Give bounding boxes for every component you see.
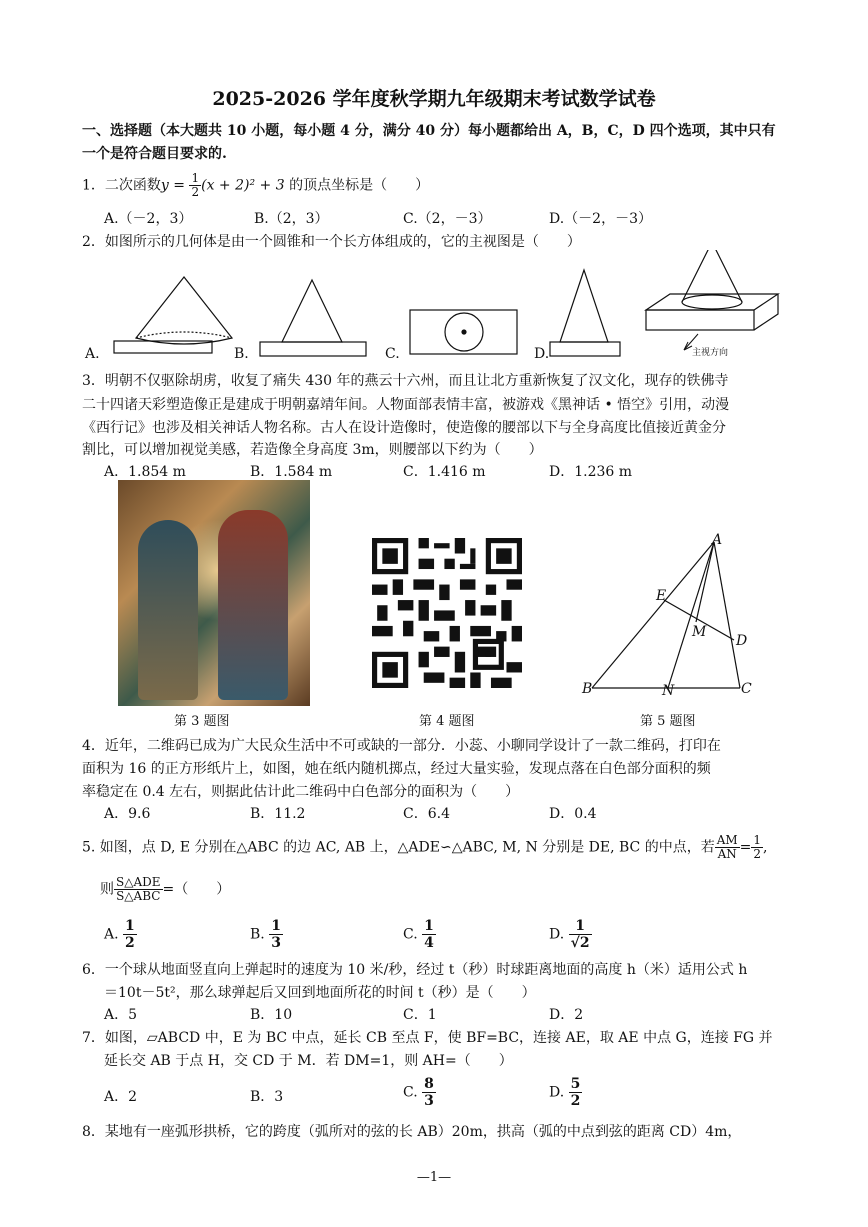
question-8: 8．某地有一座弧形拱桥，它的跨度（弧所对的弦的长 AB）20m，拱高（弧的中点到弦的距离 CD）4m， — [82, 1124, 742, 1140]
q3-option-c: C．1.416 m — [403, 464, 486, 480]
question-6-line-1: 6．一个球从地面竖直向上弹起时的速度为 10 米/秒，经过 t（秒）时球距离地面的高度 h（米）适用公式 h — [82, 962, 748, 978]
q3-option-a: A．1.854 m — [104, 464, 186, 480]
q2-figure-b — [260, 280, 366, 356]
q5-ratio-value: $\frac{1}{2}$ — [753, 833, 762, 861]
question-2: 2．如图所示的几何体是由一个圆锥和一个长方体组成的，它的主视图是（ ） — [82, 234, 581, 250]
q7-option-b: B．3 — [250, 1089, 284, 1105]
q3-option-b: B．1.584 m — [250, 464, 333, 480]
q4-option-d: D．0.4 — [549, 806, 597, 822]
q4-option-a: A．9.6 — [104, 806, 151, 822]
q5-ratio-fraction: $\frac{AM}{AN}$ — [716, 833, 738, 861]
page-number: —1— — [416, 1170, 452, 1185]
q2-figure-a — [114, 277, 232, 353]
q1-option-c: C.（2，－3） — [403, 211, 492, 227]
q6-option-d: D．2 — [549, 1007, 584, 1023]
q4-option-c: C．6.4 — [403, 806, 450, 822]
page-title: 2025-2026 学年度秋学期九年级期末考试数学试卷 — [212, 88, 656, 110]
label-a: A — [712, 532, 723, 548]
q2-figure-d — [550, 270, 620, 356]
q1-fraction: $\frac{1}{2}$ — [191, 171, 200, 199]
caption-fig-5: 第 5 题图 — [640, 714, 696, 729]
question-4-line-2: 面积为 16 的正方形纸片上，如图，她在纸内随机掷点，经过大量实验，发现点落在白色部分面积的频 — [82, 761, 711, 777]
q6-option-b: B．10 — [250, 1007, 293, 1023]
q1-option-b: B.（2，3） — [254, 211, 329, 227]
q5-option-a: A. $\frac{1}{2}$ — [104, 918, 135, 951]
question-5-then: 则 $\frac{\text{S△ADE}}{\text{S△ABC}}$ =（ ） — [100, 875, 231, 903]
question-3-line-4: 割比，可以增加视觉美感，若造像全身高度 3m，则腰部以下约为（ ） — [82, 442, 543, 458]
q2-label-a: A. — [85, 346, 100, 362]
question-6-line-2: ＝10t－5t²，那么球弹起后又回到地面所花的时间 t（秒）是（ ） — [104, 985, 536, 1001]
q3-option-d: D．1.236 m — [549, 464, 633, 480]
label-c: C — [741, 681, 752, 697]
q5-area-ratio: $\frac{\text{S△ADE}}{\text{S△ABC}}$ — [116, 875, 161, 903]
q7-option-c: C. $\frac{8}{3}$ — [403, 1076, 434, 1109]
label-e: E — [656, 588, 667, 604]
label-m: M — [692, 624, 707, 640]
triangle-figure — [580, 530, 760, 705]
label-n: N — [662, 683, 675, 699]
q2-figure-c — [410, 310, 517, 354]
q7-option-a: A．2 — [104, 1089, 138, 1105]
q2-label-d: D. — [534, 346, 550, 362]
q5-option-b: B. $\frac{1}{3}$ — [250, 918, 281, 951]
qr-code-image — [372, 538, 522, 688]
question-3-line-3: 《西行记》也涉及相关神话人物名称。古人在设计造像时，使造像的腰部以下与全身高度比值接近黄金分 — [82, 420, 726, 436]
q1-option-d: D.（－2，－3） — [549, 211, 652, 227]
q2-label-c: C. — [385, 346, 400, 362]
question-5: 5. 如图，点 D, E 分别在△ABC 的边 AC, AB 上，△ADE∽△ABC, M, N 分别是 DE, BC 的中点，若 $\frac{AM}{AN}$ = $\frac{1}{2}$ , — [82, 833, 768, 861]
q1-option-a: A.（－2，3） — [104, 211, 193, 227]
question-3-line-1: 3．明朝不仅驱除胡虏，收复了痛失 430 年的燕云十六州，而且让北方重新恢复了汉文化，现存的铁佛寺 — [82, 373, 729, 389]
q7-option-d: D. $\frac{5}{2}$ — [549, 1076, 581, 1109]
label-d: D — [736, 633, 748, 649]
question-1: 1．二次函数y = $\frac{1}{2}$ (x + 2)² + 3 的顶点坐标是（ ） — [82, 171, 430, 199]
section-heading: 一、选择题（本大题共 10 小题，每小题 4 分，满分 40 分）每小题都给出 A，B，C，D 四个选项，其中只有一个是符合题目要求的. — [82, 123, 776, 162]
question-7-line-2: 延长交 AB 于点 H，交 CD 于 M．若 DM=1，则 AH=（ ） — [104, 1053, 513, 1069]
question-4-line-3: 率稳定在 0.4 左右，则据此估计此二维码中白色部分的面积为（ ） — [82, 784, 520, 800]
q4-option-b: B．11.2 — [250, 806, 306, 822]
q2-original-solid — [646, 250, 778, 350]
label-b: B — [582, 681, 593, 697]
q5-option-d: D. $\frac{1}{√2}$ — [549, 918, 590, 951]
caption-fig-3: 第 3 题图 — [174, 714, 230, 729]
q2-label-b: B. — [234, 346, 249, 362]
q2-view-direction-label: 主视方向 — [692, 348, 729, 358]
question-4-line-1: 4．近年，二维码已成为广大民众生活中不可或缺的一部分．小蕊、小聊同学设计了一款二维码，打印在 — [82, 738, 721, 754]
question-3-line-2: 二十四诸天彩塑造像正是建成于明朝嘉靖年间。人物面部表情丰富，被游戏《黑神话 • 悟空》引用，动漫 — [82, 397, 730, 413]
statue-photo — [118, 480, 310, 706]
q6-option-c: C．1 — [403, 1007, 437, 1023]
caption-fig-4: 第 4 题图 — [419, 714, 475, 729]
q6-option-a: A．5 — [104, 1007, 138, 1023]
q5-option-c: C. $\frac{1}{4}$ — [403, 918, 434, 951]
question-7-line-1: 7．如图，▱ABCD 中，E 为 BC 中点，延长 CB 至点 F，使 BF=BC，连接 AE，取 AE 中点 G，连接 FG 并 — [82, 1030, 773, 1046]
